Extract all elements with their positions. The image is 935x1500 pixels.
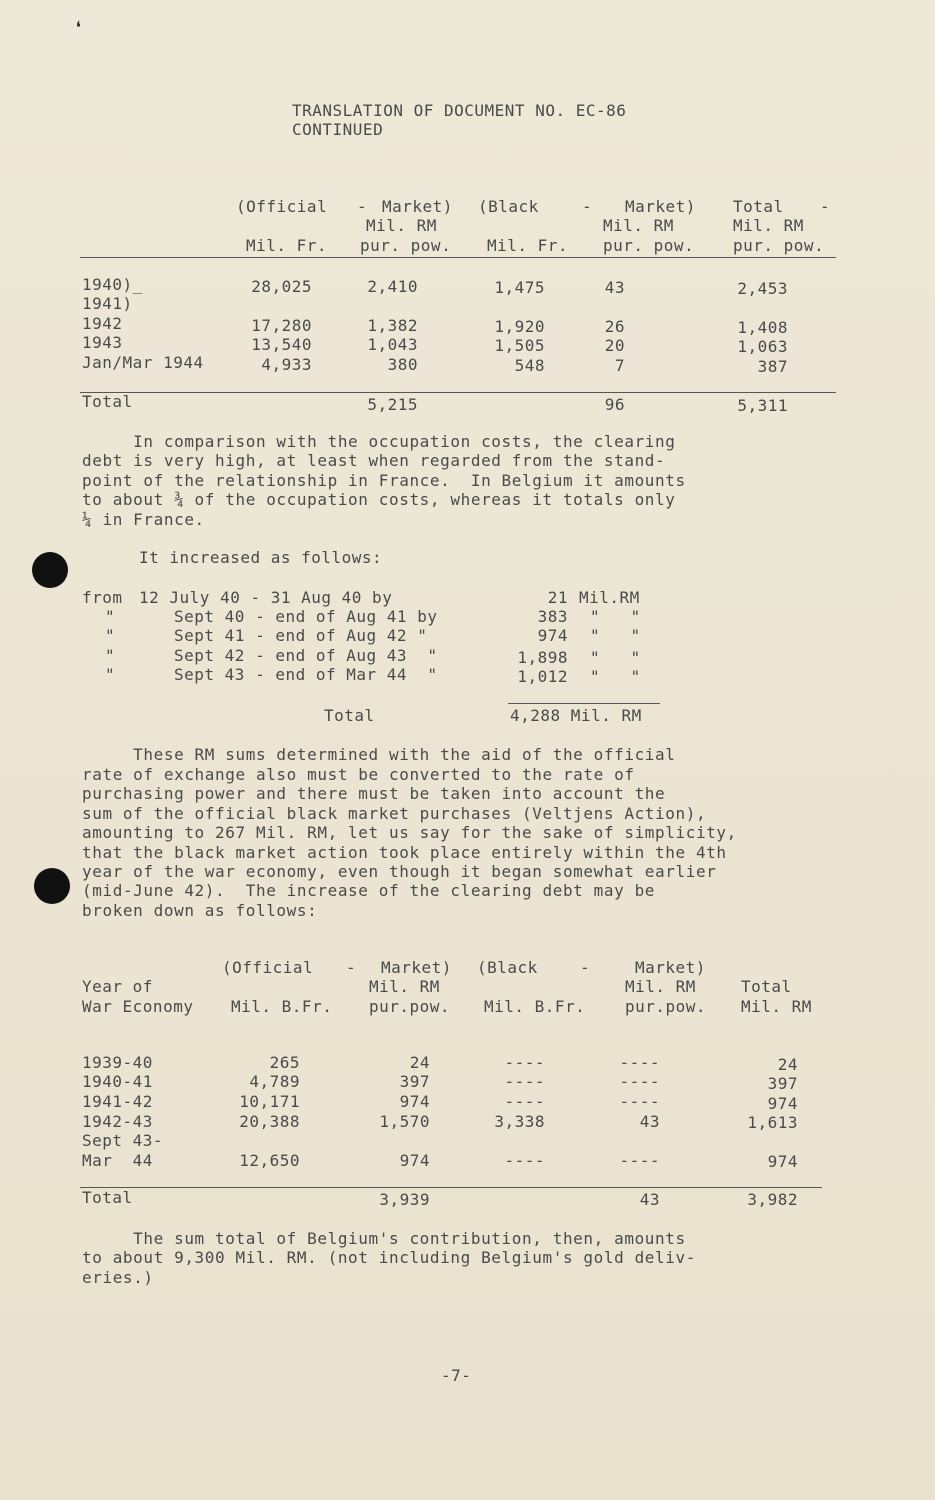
t2-cell: 1,613 xyxy=(747,1113,798,1132)
t1-row-label: 1940)_ xyxy=(82,275,143,294)
t2-cell: 974 xyxy=(399,1092,430,1111)
t1-col-pur-pow3: pur. pow. xyxy=(733,236,825,255)
t1-hdr-dash2: - xyxy=(582,197,593,216)
document-title: TRANSLATION OF DOCUMENT NO. EC-86 xyxy=(292,101,627,120)
t2-hdr-total: Total xyxy=(741,977,792,996)
paragraph-line: eries.) xyxy=(82,1268,154,1287)
t1-cell: 1,382 xyxy=(367,316,418,335)
t1-cell: 17,280 xyxy=(251,316,312,335)
increase-period: Sept 40 - end of Aug 41 by xyxy=(174,607,438,626)
increase-prefix: " xyxy=(105,646,116,665)
t2-cell: 974 xyxy=(399,1151,430,1170)
t1-total-b: 5,215 xyxy=(367,395,418,414)
increase-unit: " " xyxy=(590,626,641,645)
t2-hdr-black-market: Market) xyxy=(635,958,706,977)
paragraph-line: The sum total of Belgium's contribution, then, amounts xyxy=(82,1229,686,1248)
t1-total-d: 96 xyxy=(604,395,625,414)
increase-unit: " " xyxy=(590,648,641,667)
t2-col-mil-bfr1: Mil. B.Fr. xyxy=(231,997,333,1016)
paragraph-line: to about 9,300 Mil. RM. (not including Belgium's gold deliv- xyxy=(82,1248,696,1267)
increase-prefix: " xyxy=(105,607,116,626)
t2-hdr-year-of: Year of xyxy=(82,977,153,996)
t2-cell: 4,789 xyxy=(249,1072,300,1091)
t1-cell: 1,063 xyxy=(737,337,788,356)
t2-hdr-black: (Black xyxy=(477,958,538,977)
t2-total-e: 3,982 xyxy=(747,1190,798,1209)
page-number: -7- xyxy=(441,1366,472,1385)
t2-cell: 974 xyxy=(767,1094,798,1113)
t2-cell: ---- xyxy=(504,1053,545,1072)
t1-cell: 548 xyxy=(514,356,545,375)
paragraph-line: purchasing power and there must be taken into account the xyxy=(82,784,666,803)
t2-col-pur-pow2: pur.pow. xyxy=(625,997,707,1016)
t2-cell: 24 xyxy=(777,1055,798,1074)
t2-hdr-official-market: Market) xyxy=(381,958,452,977)
t1-cell: 387 xyxy=(757,357,788,376)
increase-prefix: " xyxy=(105,626,116,645)
t2-row-label2: Mar 44 xyxy=(82,1151,153,1170)
increase-period: Sept 41 - end of Aug 42 " xyxy=(174,626,428,645)
t1-cell: 43 xyxy=(604,278,625,297)
t2-cell: ---- xyxy=(504,1092,545,1111)
t2-col-pur-pow1: pur.pow. xyxy=(369,997,451,1016)
paragraph-line: year of the war economy, even though it began somewhat earlier xyxy=(82,862,717,881)
t2-row-label: 1942-43 xyxy=(82,1112,153,1131)
t2-cell: ---- xyxy=(619,1092,660,1111)
t1-header-rule xyxy=(80,257,836,258)
t1-cell: 28,025 xyxy=(251,277,312,296)
t1-hdr-total: Total xyxy=(733,197,784,216)
t1-total-label: Total xyxy=(82,392,133,411)
t2-row-label: 1939-40 xyxy=(82,1053,153,1072)
t2-hdr-official: (Official xyxy=(222,958,314,977)
t2-cell: ---- xyxy=(504,1072,545,1091)
t1-hdr-official: (Official xyxy=(236,197,328,216)
t2-sub-rm1: Mil. RM xyxy=(369,977,440,996)
paragraph-line: These RM sums determined with the aid of the official xyxy=(82,745,676,764)
increase-period: Sept 42 - end of Aug 43 " xyxy=(174,646,438,665)
t1-cell: 1,408 xyxy=(737,318,788,337)
t1-hdr-official-market: Market) xyxy=(382,197,453,216)
t1-sub-rm1: Mil. RM xyxy=(366,216,437,235)
increase-unit: " " xyxy=(590,607,641,626)
t1-cell: 20 xyxy=(604,336,625,355)
t1-cell: 1,043 xyxy=(367,335,418,354)
t1-col-mil-fr1: Mil. Fr. xyxy=(246,236,328,255)
t1-total-rule xyxy=(80,392,836,393)
t2-total-label: Total xyxy=(82,1188,133,1207)
paragraph-line: ¼ in France. xyxy=(82,510,205,529)
t1-cell: 7 xyxy=(614,356,625,375)
paragraph-line: point of the relationship in France. In Belgium it amounts xyxy=(82,471,686,490)
increase-amount: 383 xyxy=(537,607,568,626)
t2-total-b: 3,939 xyxy=(379,1190,430,1209)
increase-amount: 21 xyxy=(547,588,568,607)
t2-row-label: Sept 43- xyxy=(82,1131,164,1150)
t2-col-mil-bfr2: Mil. B.Fr. xyxy=(484,997,586,1016)
increase-intro: It increased as follows: xyxy=(139,548,383,567)
t1-hdr-dash1: - xyxy=(357,197,368,216)
paragraph-line: rate of exchange also must be converted to the rate of xyxy=(82,765,635,784)
increase-total-rule xyxy=(508,703,660,704)
t2-cell: 10,171 xyxy=(239,1092,300,1111)
t2-cell: 43 xyxy=(639,1112,660,1131)
increase-amount: 1,898 xyxy=(517,648,568,667)
t1-row-label: 1942 xyxy=(82,314,123,333)
t2-total-d: 43 xyxy=(639,1190,660,1209)
t2-col-total: Mil. RM xyxy=(741,997,812,1016)
increase-total-value: 4,288 Mil. RM xyxy=(510,706,642,725)
ink-mark: ❛ xyxy=(72,18,86,43)
t2-cell: 397 xyxy=(399,1072,430,1091)
document-subtitle: CONTINUED xyxy=(292,120,384,139)
t1-row-label2: 1941) xyxy=(82,294,133,313)
paragraph-line: (mid-June 42). The increase of the clearing debt may be xyxy=(82,881,656,900)
t2-cell: ---- xyxy=(619,1053,660,1072)
t1-cell: 380 xyxy=(387,355,418,374)
paragraph-line: broken down as follows: xyxy=(82,901,318,920)
t2-cell: 12,650 xyxy=(239,1151,300,1170)
t2-row-label: 1940-41 xyxy=(82,1072,153,1091)
t2-cell: 24 xyxy=(409,1053,430,1072)
increase-prefix: " xyxy=(105,665,116,684)
t1-sub-rm3: Mil. RM xyxy=(733,216,804,235)
t1-row-label: 1943 xyxy=(82,333,123,352)
t2-cell: 974 xyxy=(767,1152,798,1171)
paragraph-line: amounting to 267 Mil. RM, let us say for the sake of simplicity, xyxy=(82,823,737,842)
t1-hdr-dash3: - xyxy=(820,197,831,216)
increase-total-label: Total xyxy=(324,706,375,725)
t2-cell: 265 xyxy=(269,1053,300,1072)
t1-total-e: 5,311 xyxy=(737,396,788,415)
paragraph-line: debt is very high, at least when regarded from the stand- xyxy=(82,451,666,470)
increase-prefix: from xyxy=(82,588,123,607)
paragraph-line: to about ¾ of the occupation costs, whereas it totals only xyxy=(82,490,676,509)
increase-unit: Mil.RM xyxy=(579,588,640,607)
increase-amount: 974 xyxy=(537,626,568,645)
paragraph-line: that the black market action took place entirely within the 4th xyxy=(82,843,727,862)
t1-col-pur-pow1: pur. pow. xyxy=(360,236,452,255)
t2-total-rule xyxy=(80,1187,822,1188)
t1-cell: 13,540 xyxy=(251,335,312,354)
t1-cell: 2,410 xyxy=(367,277,418,296)
t2-cell: 20,388 xyxy=(239,1112,300,1131)
t2-cell: ---- xyxy=(619,1151,660,1170)
t1-cell: 1,920 xyxy=(494,317,545,336)
paragraph-line: sum of the official black market purchases (Veltjens Action), xyxy=(82,804,707,823)
t2-sub-rm2: Mil. RM xyxy=(625,977,696,996)
punch-hole-bottom xyxy=(34,868,70,904)
t1-col-pur-pow2: pur. pow. xyxy=(603,236,695,255)
t2-hdr-dash1: - xyxy=(346,958,357,977)
t2-hdr-dash2: - xyxy=(580,958,591,977)
t2-cell: ---- xyxy=(619,1072,660,1091)
t1-cell: 1,505 xyxy=(494,336,545,355)
t1-cell: 4,933 xyxy=(261,355,312,374)
t1-sub-rm2: Mil. RM xyxy=(603,216,674,235)
t1-row-label: Jan/Mar 1944 xyxy=(82,353,204,372)
t2-hdr-war-economy: War Economy xyxy=(82,997,194,1016)
paragraph-line: In comparison with the occupation costs, the clearing xyxy=(82,432,676,451)
t1-hdr-black-market: Market) xyxy=(625,197,696,216)
t2-cell: 1,570 xyxy=(379,1112,430,1131)
t1-col-mil-fr2: Mil. Fr. xyxy=(487,236,569,255)
increase-period: Sept 43 - end of Mar 44 " xyxy=(174,665,438,684)
t1-cell: 26 xyxy=(604,317,625,336)
increase-unit: " " xyxy=(590,667,641,686)
t1-cell: 1,475 xyxy=(494,278,545,297)
t2-cell: ---- xyxy=(504,1151,545,1170)
punch-hole-top xyxy=(32,552,68,588)
t1-hdr-black: (Black xyxy=(478,197,539,216)
increase-amount: 1,012 xyxy=(517,667,568,686)
t2-cell: 397 xyxy=(767,1074,798,1093)
t2-row-label: 1941-42 xyxy=(82,1092,153,1111)
increase-period: 12 July 40 - 31 Aug 40 by xyxy=(139,588,393,607)
t2-cell: 3,338 xyxy=(494,1112,545,1131)
t1-cell: 2,453 xyxy=(737,279,788,298)
